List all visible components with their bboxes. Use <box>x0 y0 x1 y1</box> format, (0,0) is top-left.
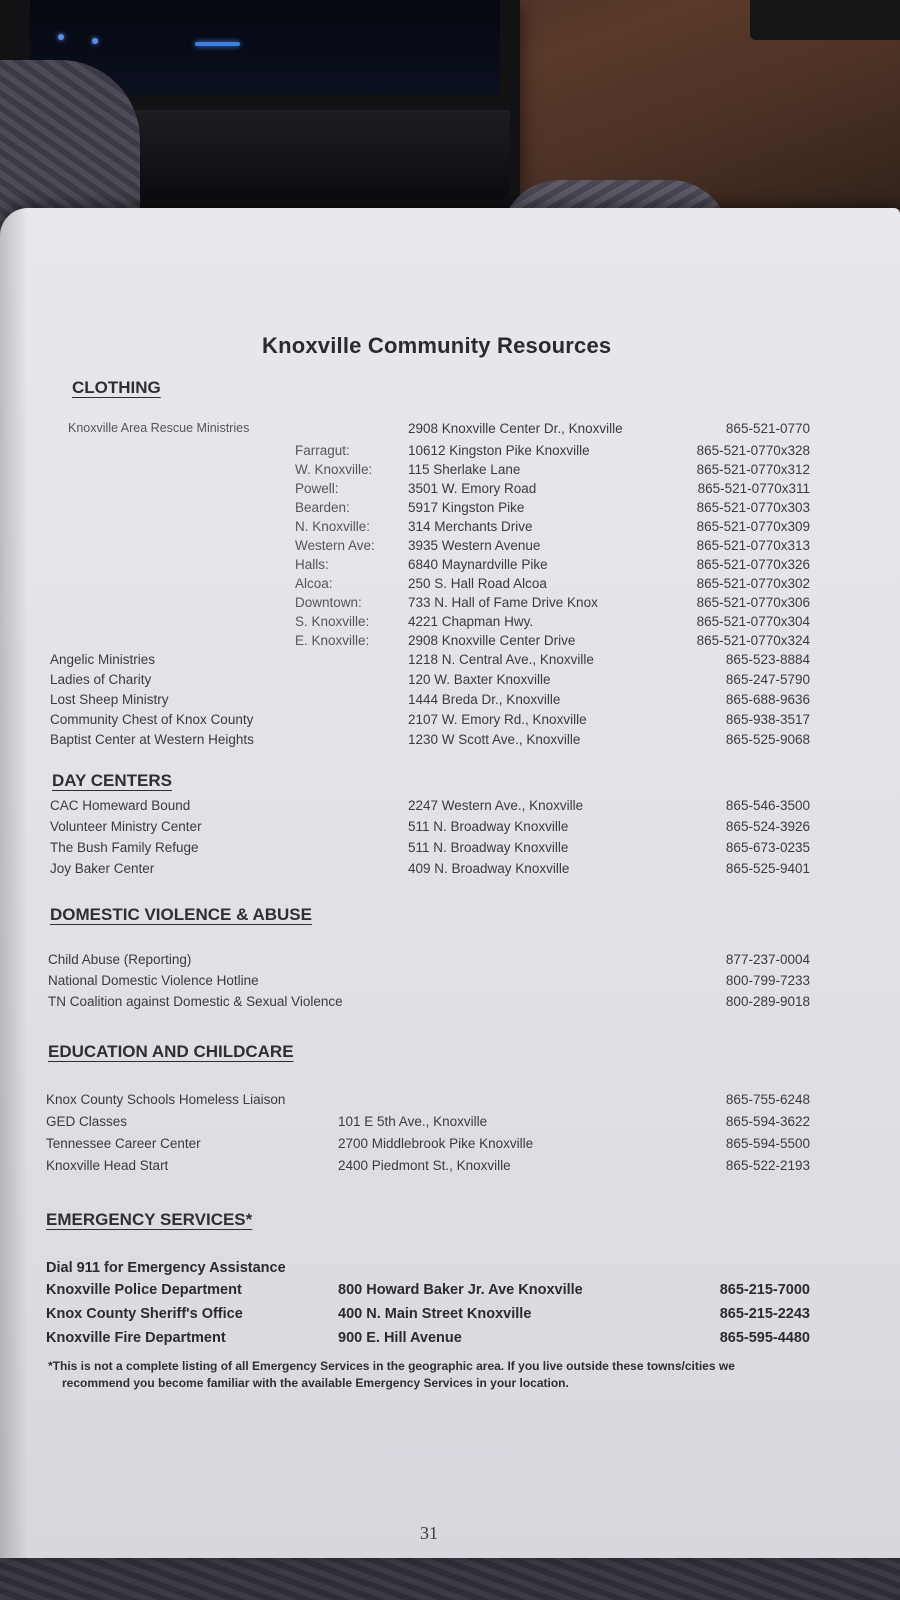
branch-area: N. Knoxville: <box>295 519 371 534</box>
org-phone: 800-799-7233 <box>725 973 810 988</box>
org-name: Child Abuse (Reporting) <box>48 952 192 967</box>
org-phone: 865-522-2193 <box>725 1158 810 1173</box>
branch-address: 314 Merchants Drive <box>408 519 533 534</box>
org-name: Lost Sheep Ministry <box>50 692 169 707</box>
org-name: Knoxville Area Rescue Ministries <box>68 421 250 435</box>
branch-area: S. Knoxville: <box>295 614 370 629</box>
org-phone: 865-755-6248 <box>725 1092 810 1107</box>
branch-address: 3935 Western Avenue <box>408 538 541 553</box>
org-address: 2247 Western Ave., Knoxville <box>408 798 584 813</box>
table-row <box>30 798 880 818</box>
branch-phone: 865-521-0770x324 <box>696 633 810 648</box>
page-content <box>30 208 880 1558</box>
org-phone: 865-595-4480 <box>719 1330 810 1346</box>
table-row <box>30 952 880 972</box>
footnote <box>48 1358 848 1392</box>
org-phone: 865-525-9401 <box>725 861 810 876</box>
branch-address: 4221 Chapman Hwy. <box>408 614 534 629</box>
org-address: 120 W. Baxter Knoxville <box>408 672 551 687</box>
branch-area: W. Knoxville: <box>295 462 373 477</box>
branch-area: Powell: <box>295 481 339 496</box>
org-name: Angelic Ministries <box>50 652 156 667</box>
table-row <box>30 672 880 692</box>
branch-address: 5917 Kingston Pike <box>408 500 525 515</box>
org-name: Volunteer Ministry Center <box>50 819 202 834</box>
org-address: 1444 Breda Dr., Knoxville <box>408 692 561 707</box>
branch-phone: 865-521-0770x303 <box>696 500 810 515</box>
table-row <box>30 973 880 993</box>
table-row <box>30 462 880 482</box>
org-name: Knox County Schools Homeless Liaison <box>46 1092 286 1107</box>
branch-address: 115 Sherlake Lane <box>408 462 521 477</box>
table-row <box>30 994 880 1014</box>
section-heading-education: EDUCATION AND CHILDCARE <box>48 1042 294 1061</box>
org-address: 400 N. Main Street Knoxville <box>338 1306 532 1322</box>
org-phone: 865-247-5790 <box>725 672 810 687</box>
org-address: 409 N. Broadway Knoxville <box>408 861 570 876</box>
org-phone: 865-594-5500 <box>725 1136 810 1151</box>
branch-address: 3501 W. Emory Road <box>408 481 537 496</box>
branch-phone: 865-521-0770x326 <box>696 557 810 572</box>
org-address: 511 N. Broadway Knoxville <box>408 840 569 855</box>
table-row <box>30 421 880 441</box>
org-address: 800 Howard Baker Jr. Ave Knoxville <box>338 1282 583 1298</box>
branch-address: 6840 Maynardville Pike <box>408 557 548 572</box>
table-row <box>30 712 880 732</box>
section-heading-day-centers: DAY CENTERS <box>52 771 172 790</box>
org-phone: 865-673-0235 <box>725 840 810 855</box>
branch-area: Halls: <box>295 557 329 572</box>
table-row <box>30 576 880 596</box>
table-row <box>30 1136 880 1156</box>
org-name: CAC Homeward Bound <box>50 798 191 813</box>
page-spine-shadow <box>0 208 28 1558</box>
org-phone: 865-215-7000 <box>719 1282 810 1298</box>
screen-progress-bar <box>195 42 240 46</box>
table-row <box>30 692 880 712</box>
branch-phone: 865-521-0770x312 <box>696 462 810 477</box>
branch-address: 733 N. Hall of Fame Drive Knox <box>408 595 598 610</box>
org-name: The Bush Family Refuge <box>50 840 199 855</box>
org-address: 1218 N. Central Ave., Knoxville <box>408 652 594 667</box>
branch-area: Farragut: <box>295 443 350 458</box>
table-row <box>30 732 880 752</box>
branch-phone: 865-521-0770x328 <box>696 443 810 458</box>
branch-phone: 865-521-0770x309 <box>696 519 810 534</box>
table-row <box>30 519 880 539</box>
branch-phone: 865-521-0770x311 <box>697 481 810 496</box>
table-row <box>30 481 880 501</box>
org-name: TN Coalition against Domestic & Sexual Violence <box>48 994 343 1009</box>
org-name: Joy Baker Center <box>50 861 155 876</box>
table-row <box>30 595 880 615</box>
table-row <box>30 1114 880 1134</box>
table-row <box>30 557 880 577</box>
org-name: GED Classes <box>46 1114 128 1129</box>
branch-phone: 865-521-0770x304 <box>696 614 810 629</box>
org-phone: 865-521-0770 <box>725 421 810 436</box>
org-name: National Domestic Violence Hotline <box>48 973 259 988</box>
table-row <box>30 443 880 463</box>
org-name: Ladies of Charity <box>50 672 152 687</box>
org-phone: 800-289-9018 <box>725 994 810 1009</box>
org-address: 900 E. Hill Avenue <box>338 1330 462 1346</box>
footnote-line: *This is not a complete listing of all Emergency Services in the geographic area. If you live outside these towns/cities we <box>48 1359 735 1373</box>
org-address: 2908 Knoxville Center Dr., Knoxville <box>408 421 623 436</box>
org-name: Knox County Sheriff's Office <box>46 1306 243 1322</box>
branch-area: Western Ave: <box>295 538 375 553</box>
org-name: Knoxville Head Start <box>46 1158 169 1173</box>
org-name: Tennessee Career Center <box>46 1136 201 1151</box>
branch-address: 2908 Knoxville Center Drive <box>408 633 576 648</box>
org-address: 2700 Middlebrook Pike Knoxville <box>338 1136 534 1151</box>
background-device <box>750 0 900 40</box>
branch-phone: 865-521-0770x313 <box>696 538 810 553</box>
table-row <box>30 1282 880 1302</box>
org-phone: 865-938-3517 <box>725 712 810 727</box>
table-row <box>30 1158 880 1178</box>
footnote-line: recommend you become familiar with the available Emergency Services in your location. <box>62 1376 569 1390</box>
org-name: Baptist Center at Western Heights <box>50 732 254 747</box>
branch-phone: 865-521-0770x306 <box>696 595 810 610</box>
branch-area: E. Knoxville: <box>295 633 370 648</box>
table-row <box>30 614 880 634</box>
org-phone: 865-215-2243 <box>719 1306 810 1322</box>
org-phone: 865-688-9636 <box>725 692 810 707</box>
org-phone: 865-523-8884 <box>725 652 810 667</box>
section-heading-clothing: CLOTHING <box>72 378 161 397</box>
org-address: 511 N. Broadway Knoxville <box>408 819 569 834</box>
branch-area: Alcoa: <box>295 576 333 591</box>
table-row <box>30 1330 880 1350</box>
page-title: Knoxville Community Resources <box>262 333 612 358</box>
table-row <box>30 538 880 558</box>
branch-phone: 865-521-0770x302 <box>696 576 810 591</box>
table-row <box>30 500 880 520</box>
table-row <box>30 1306 880 1326</box>
org-phone: 865-525-9068 <box>725 732 810 747</box>
org-phone: 865-546-3500 <box>725 798 810 813</box>
org-phone: 865-524-3926 <box>725 819 810 834</box>
screen-light-icon <box>58 34 64 40</box>
screen-light-icon <box>92 38 98 44</box>
org-address: 2400 Piedmont St., Knoxville <box>338 1158 511 1173</box>
org-name: Knoxville Police Department <box>46 1282 242 1298</box>
org-name: Knoxville Fire Department <box>46 1330 226 1346</box>
emergency-dial-text: Dial 911 for Emergency Assistance <box>46 1260 286 1276</box>
org-name: Community Chest of Knox County <box>50 712 254 727</box>
table-row <box>30 840 880 860</box>
org-address: 101 E 5th Ave., Knoxville <box>338 1114 488 1129</box>
table-row <box>30 652 880 672</box>
org-phone: 865-594-3622 <box>725 1114 810 1129</box>
org-address: 2107 W. Emory Rd., Knoxville <box>408 712 587 727</box>
document-page <box>0 208 900 1558</box>
table-row <box>30 1260 880 1280</box>
table-row <box>30 1092 880 1112</box>
branch-address: 10612 Kingston Pike Knoxville <box>408 443 590 458</box>
org-address: 1230 W Scott Ave., Knoxville <box>408 732 581 747</box>
branch-area: Downtown: <box>295 595 362 610</box>
branch-address: 250 S. Hall Road Alcoa <box>408 576 547 591</box>
table-row <box>30 861 880 881</box>
section-heading-emergency: EMERGENCY SERVICES* <box>46 1210 253 1229</box>
org-phone: 877-237-0004 <box>725 952 810 967</box>
table-row <box>30 819 880 839</box>
table-row <box>30 633 880 653</box>
page-number: 31 <box>420 1523 438 1543</box>
branch-area: Bearden: <box>295 500 350 515</box>
section-heading-domestic-violence: DOMESTIC VIOLENCE & ABUSE <box>50 905 312 924</box>
